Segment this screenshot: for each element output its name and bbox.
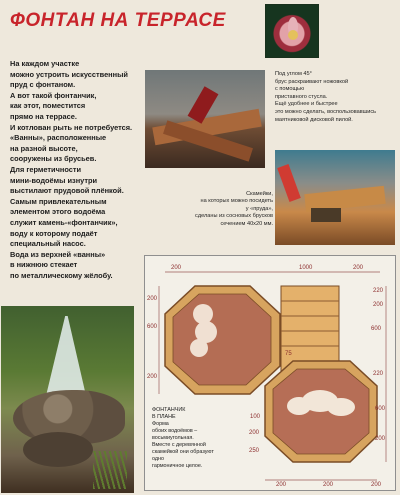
plan-dimension: 600: [375, 406, 386, 412]
plan-dimension: 200: [147, 374, 158, 380]
upper-octagon: [165, 286, 280, 394]
plan-legend: ФОНТАНЧИК В ПЛАНЕ Форма обоих водоёмов – восьмиугольная. Вместе с деревянной скамейкой они образуют одно гармоничное целое.: [152, 407, 214, 469]
page-title: ФОНТАН НА ТЕРРАСЕ: [10, 10, 226, 31]
saw-body: [311, 208, 341, 222]
plan-dimension: 200: [171, 265, 182, 271]
plan-dimension: 250: [249, 448, 260, 454]
bevel-caption: Под углом 45° брус раскраивают ножовкой с помощью приставного стусла. Ещё удобнее и быстрее это можно сделать, воспользовавшись маятниковой дисковой пилой.: [275, 71, 377, 123]
miter-saw-icon: [145, 70, 265, 168]
bench-caption: Скамейки, на которых можно посидеть у «пруда», сделаны из сосновых брусков сечением 40х20 мм.: [195, 191, 273, 227]
plan-dimension: 75: [285, 351, 292, 357]
plan-dimension: 200: [375, 436, 386, 442]
plan-dimension: 600: [147, 324, 158, 330]
saw-handle: [277, 164, 301, 202]
plan-dimension: 200: [276, 482, 287, 488]
lily-center: [288, 30, 298, 40]
plan-dimension: 200: [371, 482, 382, 488]
plan-dimension: 200: [147, 296, 158, 302]
plan-dimension: 220: [373, 371, 384, 377]
pendulum-saw-icon: [275, 150, 395, 245]
plan-dimension: 200: [373, 302, 384, 308]
fountain-photo-icon: [1, 306, 134, 493]
plan-dimension: 200: [249, 430, 260, 436]
plan-dimension: 200: [353, 265, 364, 271]
water-spray: [45, 316, 87, 400]
lower-octagon: [265, 361, 377, 462]
bench: [281, 286, 339, 371]
intro-text: На каждом участке можно устроить искусственный пруд с фонтаном. А вот такой фонтанчик, как этот, поместится прямо на террасе. И котлован рыть не потребуется. «Ванны», расположенные на разной высоте, сооружены из брусьев. Для герметичности мини-водоёмы изнутри выстилают прудовой плёнкой. Самым привлекательным элементом этого водоёма служит камень-«фонтанчик», воду к которому подаёт специальный насос. Вода из верхней «ванны» в нижнюю стекает по металлическому жёлобу.: [10, 59, 133, 280]
water-lily-icon: [265, 4, 319, 58]
plan-dimension: 1000: [299, 265, 313, 271]
plan-dimension: 100: [250, 414, 261, 420]
reeds: [93, 451, 127, 489]
fountain-base-stone: [23, 432, 93, 467]
plan-dimension: 220: [373, 288, 384, 294]
plan-dimension: 200: [323, 482, 334, 488]
plan-dimension: 600: [371, 326, 382, 332]
